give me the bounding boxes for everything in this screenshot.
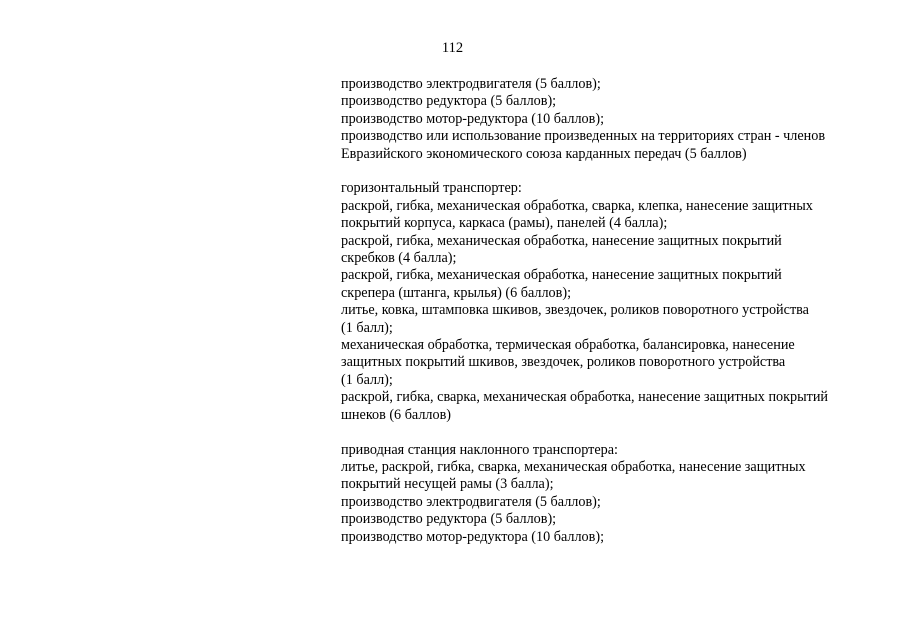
text-line: производство электродвигателя (5 баллов); — [341, 493, 601, 510]
text-line: раскрой, гибка, сварка, механическая обработка, нанесение защитных покрытий — [341, 389, 829, 406]
text-line: производство мотор-редуктора (10 баллов); — [341, 528, 605, 545]
paragraph-block — [341, 180, 871, 424]
text-line: производство редуктора (5 баллов); — [341, 511, 557, 528]
text-line: покрытий несущей рамы (3 балла); — [341, 476, 554, 493]
text-line: литье, раскрой, гибка, сварка, механическая обработка, нанесение защитных — [341, 458, 806, 475]
text-line: раскрой, гибка, механическая обработка, нанесение защитных покрытий — [341, 232, 782, 249]
text-line: (1 балл); — [341, 371, 393, 388]
document-body — [341, 76, 871, 563]
text-line: раскрой, гибка, механическая обработка, сварка, клепка, нанесение защитных — [341, 197, 813, 214]
section-heading: горизонтальный транспортер: — [341, 180, 522, 197]
text-line: покрытий корпуса, каркаса (рамы), панелей (4 балла); — [341, 215, 668, 232]
text-line: Евразийского экономического союза карданных передач (5 баллов) — [341, 145, 747, 162]
text-line: механическая обработка, термическая обработка, балансировка, нанесение — [341, 337, 795, 354]
text-line: скребков (4 балла); — [341, 250, 457, 267]
text-line: защитных покрытий шкивов, звездочек, роликов поворотного устройства — [341, 354, 786, 371]
text-line: производство электродвигателя (5 баллов); — [341, 76, 601, 92]
text-line: литье, ковка, штамповка шкивов, звездочек, роликов поворотного устройства — [341, 302, 809, 319]
text-line: скрепера (штанга, крылья) (6 баллов); — [341, 284, 572, 301]
text-line: шнеков (6 баллов) — [341, 406, 452, 423]
section-heading: приводная станция наклонного транспортера: — [341, 441, 618, 458]
text-line: производство или использование произведенных на территориях стран - членов — [341, 128, 826, 145]
text-line: производство мотор-редуктора (10 баллов); — [341, 110, 605, 127]
text-line: производство редуктора (5 баллов); — [341, 93, 557, 110]
text-line: раскрой, гибка, механическая обработка, нанесение защитных покрытий — [341, 267, 782, 284]
paragraph-block — [341, 442, 871, 546]
paragraph-block — [341, 76, 871, 163]
page-number: 112 — [441, 40, 464, 56]
text-line: (1 балл); — [341, 319, 393, 336]
